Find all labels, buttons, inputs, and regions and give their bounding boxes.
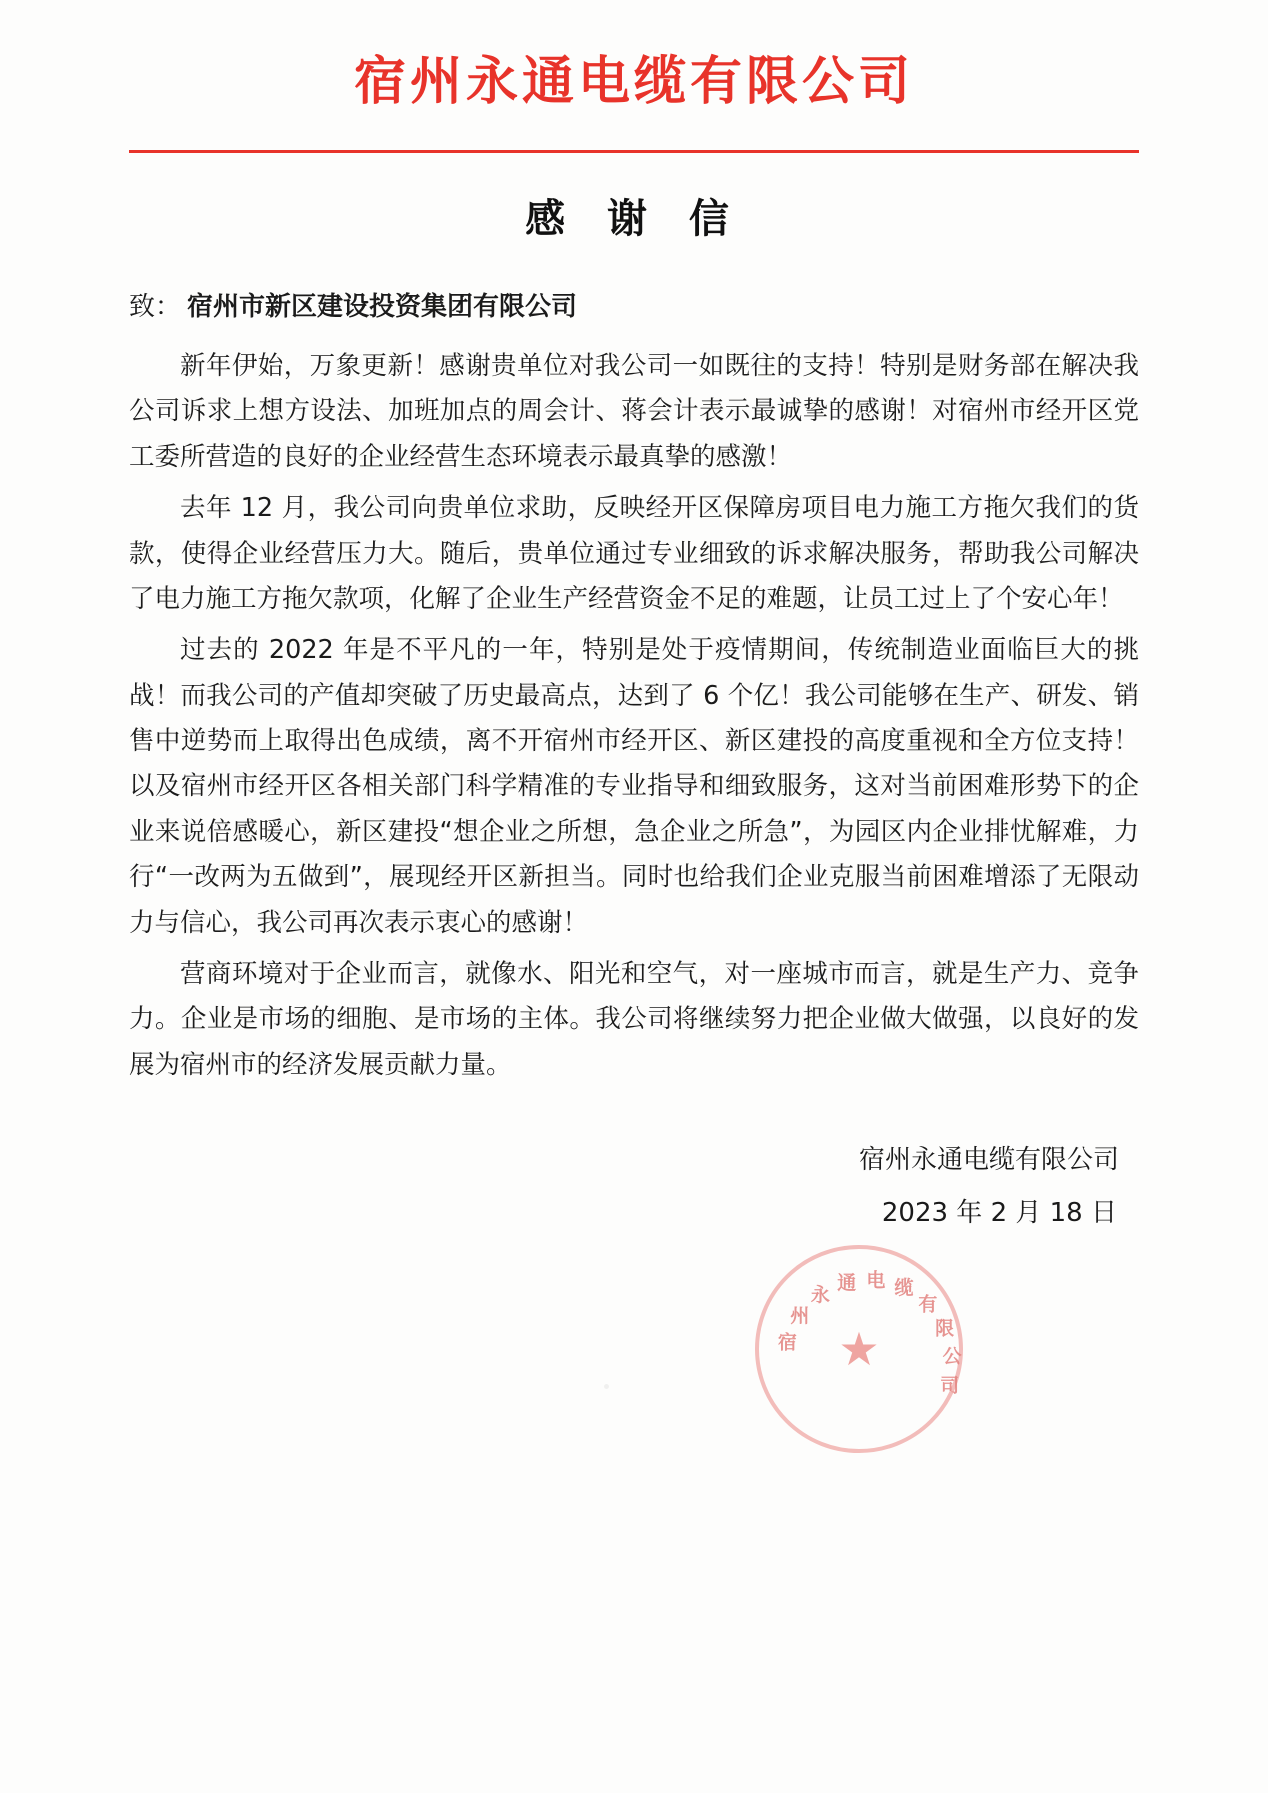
seal-star-icon: ★ [838, 1322, 880, 1376]
signature-date: 2023 年 2 月 18 日 [881, 1198, 1117, 1229]
scan-artifact [1068, 492, 1073, 514]
letter-paragraph: 新年伊始，万象更新！感谢贵单位对我公司一如既往的支持！特别是财务部在解决我公司诉求上想方设法、加班加点的周会计、蒋会计表示最诚挚的感谢！对宿州市经开区党工委所营造的良好的企业经营生态环境表示最真挚的感激！ [129, 351, 1139, 472]
letterhead-divider [129, 150, 1139, 153]
salutation-label: 致： [129, 291, 182, 322]
letter-body [129, 284, 1139, 1088]
letter-paragraph: 过去的 2022 年是不平凡的一年，特别是处于疫情期间，传统制造业面临巨大的挑战！而我公司的产值却突破了历史最高点，达到了 6 个亿！我公司能够在生产、研发、销售中逆势而上取得出色成绩，离不开宿州市经开区、新区建投的高度重视和全方位支持！以及宿州市经开区各相关部门科学精准的专业指导和细致服务，这对当前困难形势下的企业来说倍感暖心，新区建投“想企业之所想，急企业之所急”，为园区内企业排忧解难，力行“一改两为五做到”，展现经开区新担当。同时也给我们企业克服当前困难增添了无限动力与信心，我公司再次表示衷心的感谢！ [129, 635, 1139, 938]
salutation [129, 284, 1139, 330]
signature-company-name: 宿州永通电缆有限公司 [858, 1145, 1119, 1176]
seal-arc-text: 宿 州 永 通 电 缆 有 限 公 司 [777, 1269, 962, 1397]
letterhead [0, 0, 1268, 153]
signature-block [129, 1134, 1139, 1241]
letter-paragraph: 去年 12 月，我公司向贵单位求助，反映经开区保障房项目电力施工方拖欠我们的货款，使得企业经营压力大。随后，贵单位通过专业细致的诉求解决服务，帮助我公司解决了电力施工方拖欠款项，化解了企业生产经营资金不足的难题，让员工过上了个安心年！ [129, 493, 1139, 614]
page-title: 感 谢 信 [525, 194, 743, 242]
letter-paragraph: 营商环境对于企业而言，就像水、阳光和空气，对一座城市而言，就是生产力、竞争力。企业是市场的细胞、是市场的主体。我公司将继续努力把企业做大做强，以良好的发展为宿州市的经济发展贡献力量。 [129, 958, 1139, 1080]
company-seal-stamp [755, 1245, 963, 1453]
salutation-organization: 宿州市新区建设投资集团有限公司 [187, 291, 578, 322]
seal-ring [759, 1249, 962, 1449]
scan-artifact [604, 1384, 609, 1389]
letterhead-company-name: 宿州永通电缆有限公司 [353, 51, 914, 112]
